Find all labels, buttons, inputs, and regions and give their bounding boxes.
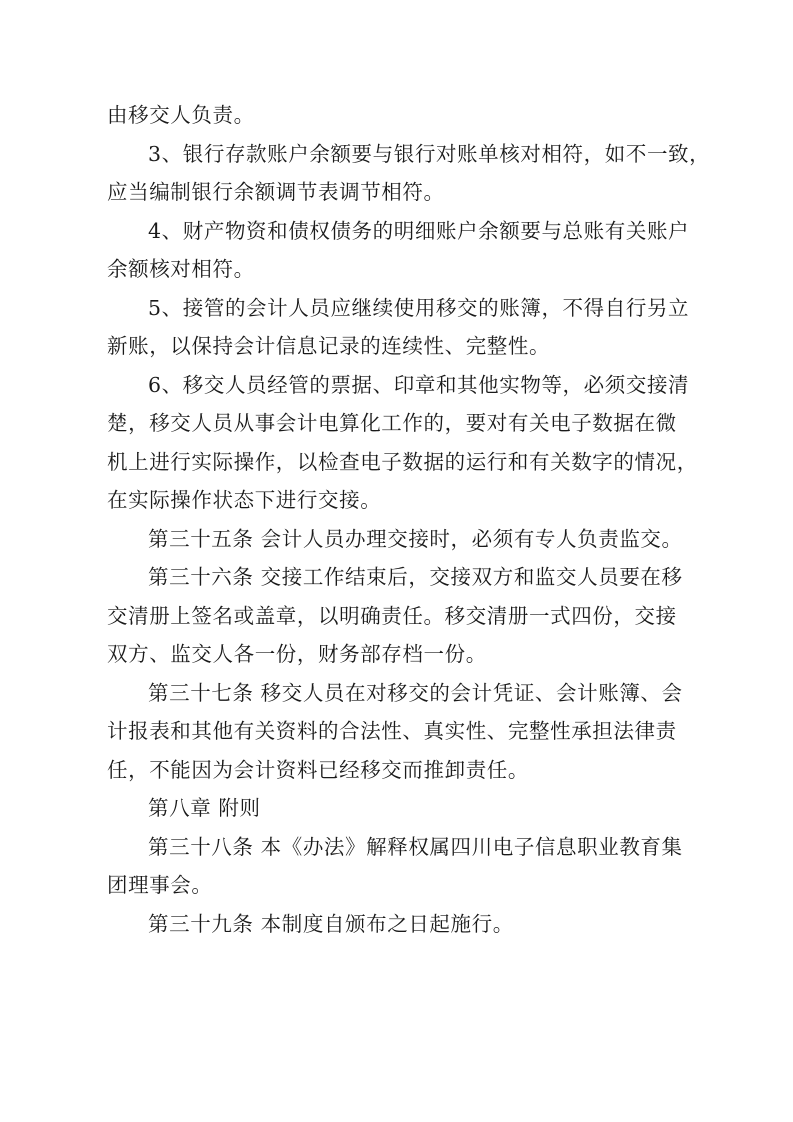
text-line: 楚，移交人员从事会计电算化工作的，要对有关电子数据在微: [107, 411, 677, 435]
text-line: 6、移交人员经管的票据、印章和其他实物等，必须交接清: [148, 372, 690, 397]
text-line: 由移交人负责。: [107, 103, 255, 127]
text-line: 3、银行存款账户余额要与银行对账单核对相符，如不一致，: [148, 141, 711, 166]
text-line: 余额核对相符。: [107, 257, 255, 281]
text-line: 交清册上签名或盖章，以明确责任。移交清册一式四份，交接: [107, 603, 677, 628]
article-37-line: 第三十七条 移交人员在对移交的会计凭证、会计账簿、会: [148, 680, 683, 705]
text-line: 4、财产物资和债权债务的明细账户余额要与总账有关账户: [148, 218, 690, 243]
chapter-heading: 第八章 附则: [148, 796, 261, 820]
text-line: 新账，以保持会计信息记录的连续性、完整性。: [107, 334, 551, 358]
text-line: 机上进行实际操作，以检查电子数据的运行和有关数字的情况，: [107, 449, 698, 474]
article-39-line: 第三十九条 本制度自颁布之日起施行。: [148, 911, 514, 936]
article-36-line: 第三十六条 交接工作结束后，交接双方和监交人员要在移: [148, 565, 683, 589]
text-line: 任，不能因为会计资料已经移交而推卸责任。: [107, 757, 529, 782]
text-line: 双方、监交人各一份，财务部存档一份。: [107, 642, 487, 666]
text-line: 在实际操作状态下进行交接。: [107, 488, 382, 512]
article-38-line: 第三十八条 本《办法》解释权属四川电子信息职业教育集: [148, 834, 683, 859]
text-line: 计报表和其他有关资料的合法性、真实性、完整性承担法律责: [107, 719, 677, 743]
text-line: 5、接管的会计人员应继续使用移交的账簿，不得自行另立: [148, 295, 690, 320]
article-35-line: 第三十五条 会计人员办理交接时，必须有专人负责监交。: [148, 526, 683, 551]
text-line: 应当编制银行余额调节表调节相符。: [107, 180, 445, 204]
document-body: [107, 96, 711, 943]
text-line: 团理事会。: [107, 873, 213, 897]
